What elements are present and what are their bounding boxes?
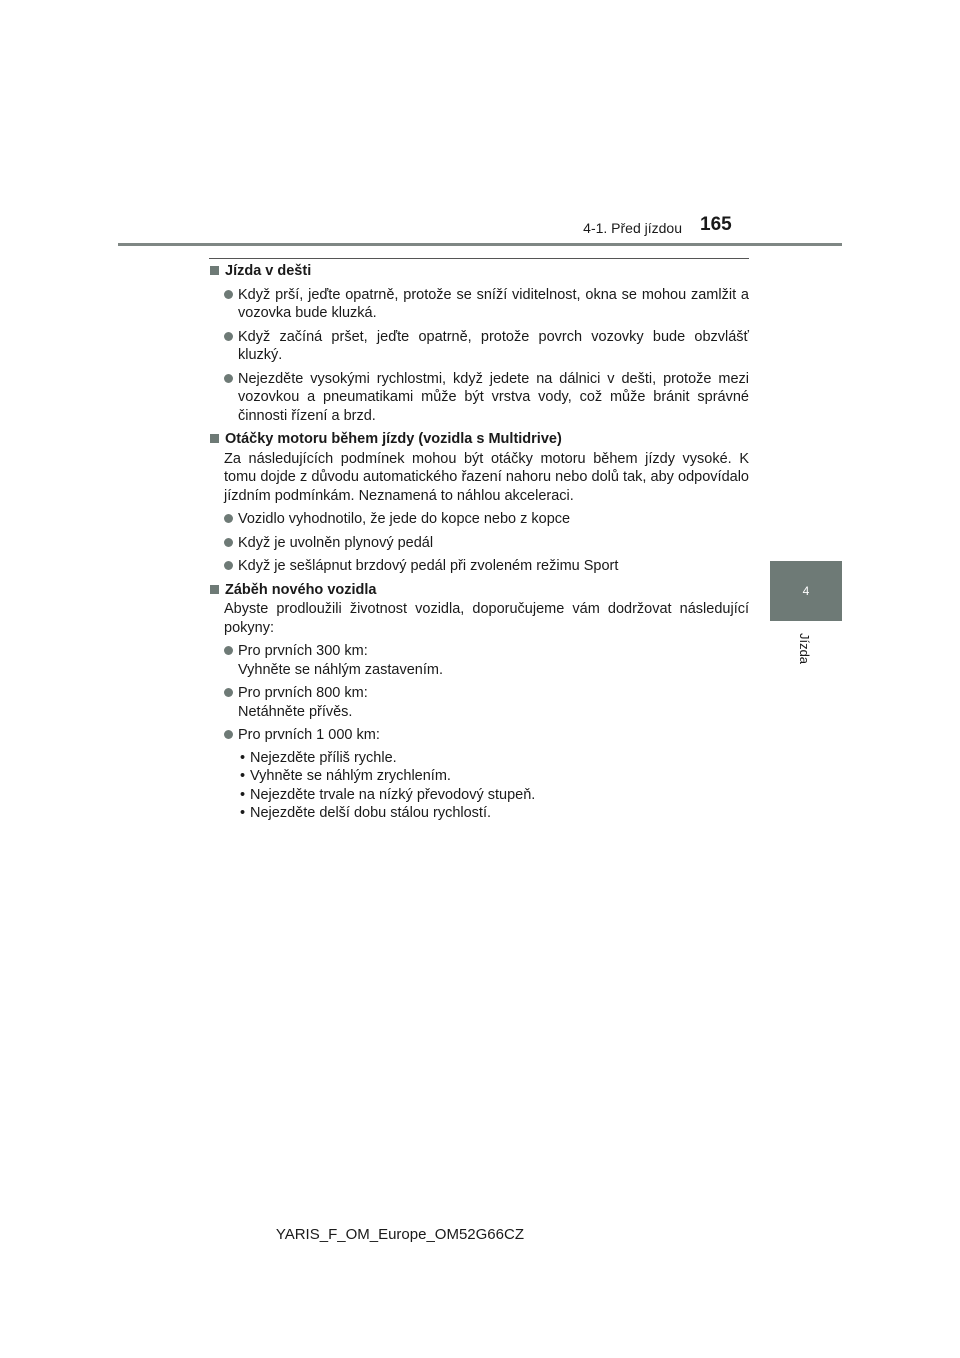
header-section-title: 4-1. Před jízdou xyxy=(583,220,682,236)
section-heading xyxy=(209,581,749,600)
sub-list xyxy=(240,749,749,823)
section-intro: Za následujících podmínek mohou být otáčky motoru během jízdy vysoké. K tomu dojde z důvodu automatického řazení nahoru nebo dolů tak, aby odpovídalo jízdním podmínkám. Neznamená to náhlou akceleraci. xyxy=(224,450,749,504)
sub-list-item-text: Nejezděte delší dobu stálou rychlostí. xyxy=(250,805,491,821)
sub-list-item-text: Nejezděte příliš rychle. xyxy=(250,749,397,766)
sub-list-item: • Nejezděte trvale na nízký převodový stupeň. xyxy=(240,786,536,803)
round-bullet-icon xyxy=(224,561,233,570)
content-divider xyxy=(209,258,749,259)
list-item xyxy=(224,510,749,529)
list-item-line: Vyhněte se náhlým zastavením. xyxy=(238,661,443,678)
square-bullet-icon xyxy=(210,266,219,275)
sub-list-item-text: Nejezděte trvale na nízký převodový stupeň. xyxy=(250,786,536,803)
section-heading xyxy=(209,430,749,449)
round-bullet-icon xyxy=(224,514,233,523)
sub-list-item: • Nejezděte delší dobu stálou rychlostí. xyxy=(240,805,491,821)
chapter-side-label xyxy=(780,628,830,668)
square-bullet-icon xyxy=(210,585,219,594)
section-heading-text: Jízda v dešti xyxy=(225,263,312,279)
sub-list-item: • Nejezděte příliš rychle. xyxy=(240,749,397,766)
round-bullet-icon xyxy=(224,290,233,299)
chapter-title: Jízda xyxy=(797,632,813,664)
round-bullet-icon xyxy=(224,646,233,655)
list-item-text: Když začíná pršet, jeďte opatrně, protože povrch vozovky bude obzvlášť kluzký. xyxy=(238,328,749,363)
list-item-text xyxy=(238,642,749,679)
list-item-text: Když je uvolněn plynový pedál xyxy=(238,534,434,551)
square-bullet-icon xyxy=(210,434,219,443)
round-bullet-icon xyxy=(224,688,233,697)
list-item-text xyxy=(238,684,749,721)
list-item-text: Když prší, jeďte opatrně, protože se sníží viditelnost, okna se mohou zamlžit a vozovka bude kluzká. xyxy=(238,286,749,321)
round-bullet-icon xyxy=(224,538,233,547)
round-bullet-icon xyxy=(224,374,233,383)
page-content xyxy=(209,262,749,823)
list-item xyxy=(224,534,749,553)
list-item-line: Pro prvních 800 km: xyxy=(238,685,368,701)
sub-list-item: • Vyhněte se náhlým zrychlením. xyxy=(240,768,451,784)
sub-list-item-text: Vyhněte se náhlým zrychlením. xyxy=(250,768,451,784)
list-item xyxy=(224,370,749,426)
list-item xyxy=(224,726,749,745)
list-item-line: Pro prvních 300 km: xyxy=(238,643,368,659)
section-heading xyxy=(209,262,749,281)
round-bullet-icon xyxy=(224,332,233,341)
list-item xyxy=(224,642,749,679)
list-item-text: Vozidlo vyhodnotilo, že jede do kopce nebo z kopce xyxy=(238,511,571,527)
list-item xyxy=(224,684,749,721)
list-item-text: Když je sešlápnut brzdový pedál při zvoleném režimu Sport xyxy=(238,558,619,574)
list-item-text: Pro prvních 1 000 km: xyxy=(238,727,380,743)
document-code: YARIS_F_OM_Europe_OM52G66CZ xyxy=(275,1226,524,1243)
list-item xyxy=(224,286,749,323)
header-divider xyxy=(118,243,842,246)
list-item-text: Nejezděte vysokými rychlostmi, když jedete na dálnici v dešti, protože mezi vozovkou a pneumatikami může být vrstva vody, což může bránit správné činnosti řízení a brzd. xyxy=(238,370,749,424)
chapter-tab xyxy=(770,561,842,621)
page-number: 165 xyxy=(700,214,732,235)
list-item xyxy=(224,557,749,576)
round-bullet-icon xyxy=(224,730,233,739)
list-item-line: Netáhněte přívěs. xyxy=(238,703,353,720)
section-intro: Abyste prodloužili životnost vozidla, doporučujeme vám dodržovat následující pokyny: xyxy=(224,601,749,636)
list-item xyxy=(224,328,749,365)
section-heading-text: Otáčky motoru během jízdy (vozidla s Multidrive) xyxy=(225,431,562,447)
section-heading-text: Záběh nového vozidla xyxy=(225,581,377,598)
chapter-number: 4 xyxy=(802,584,810,598)
